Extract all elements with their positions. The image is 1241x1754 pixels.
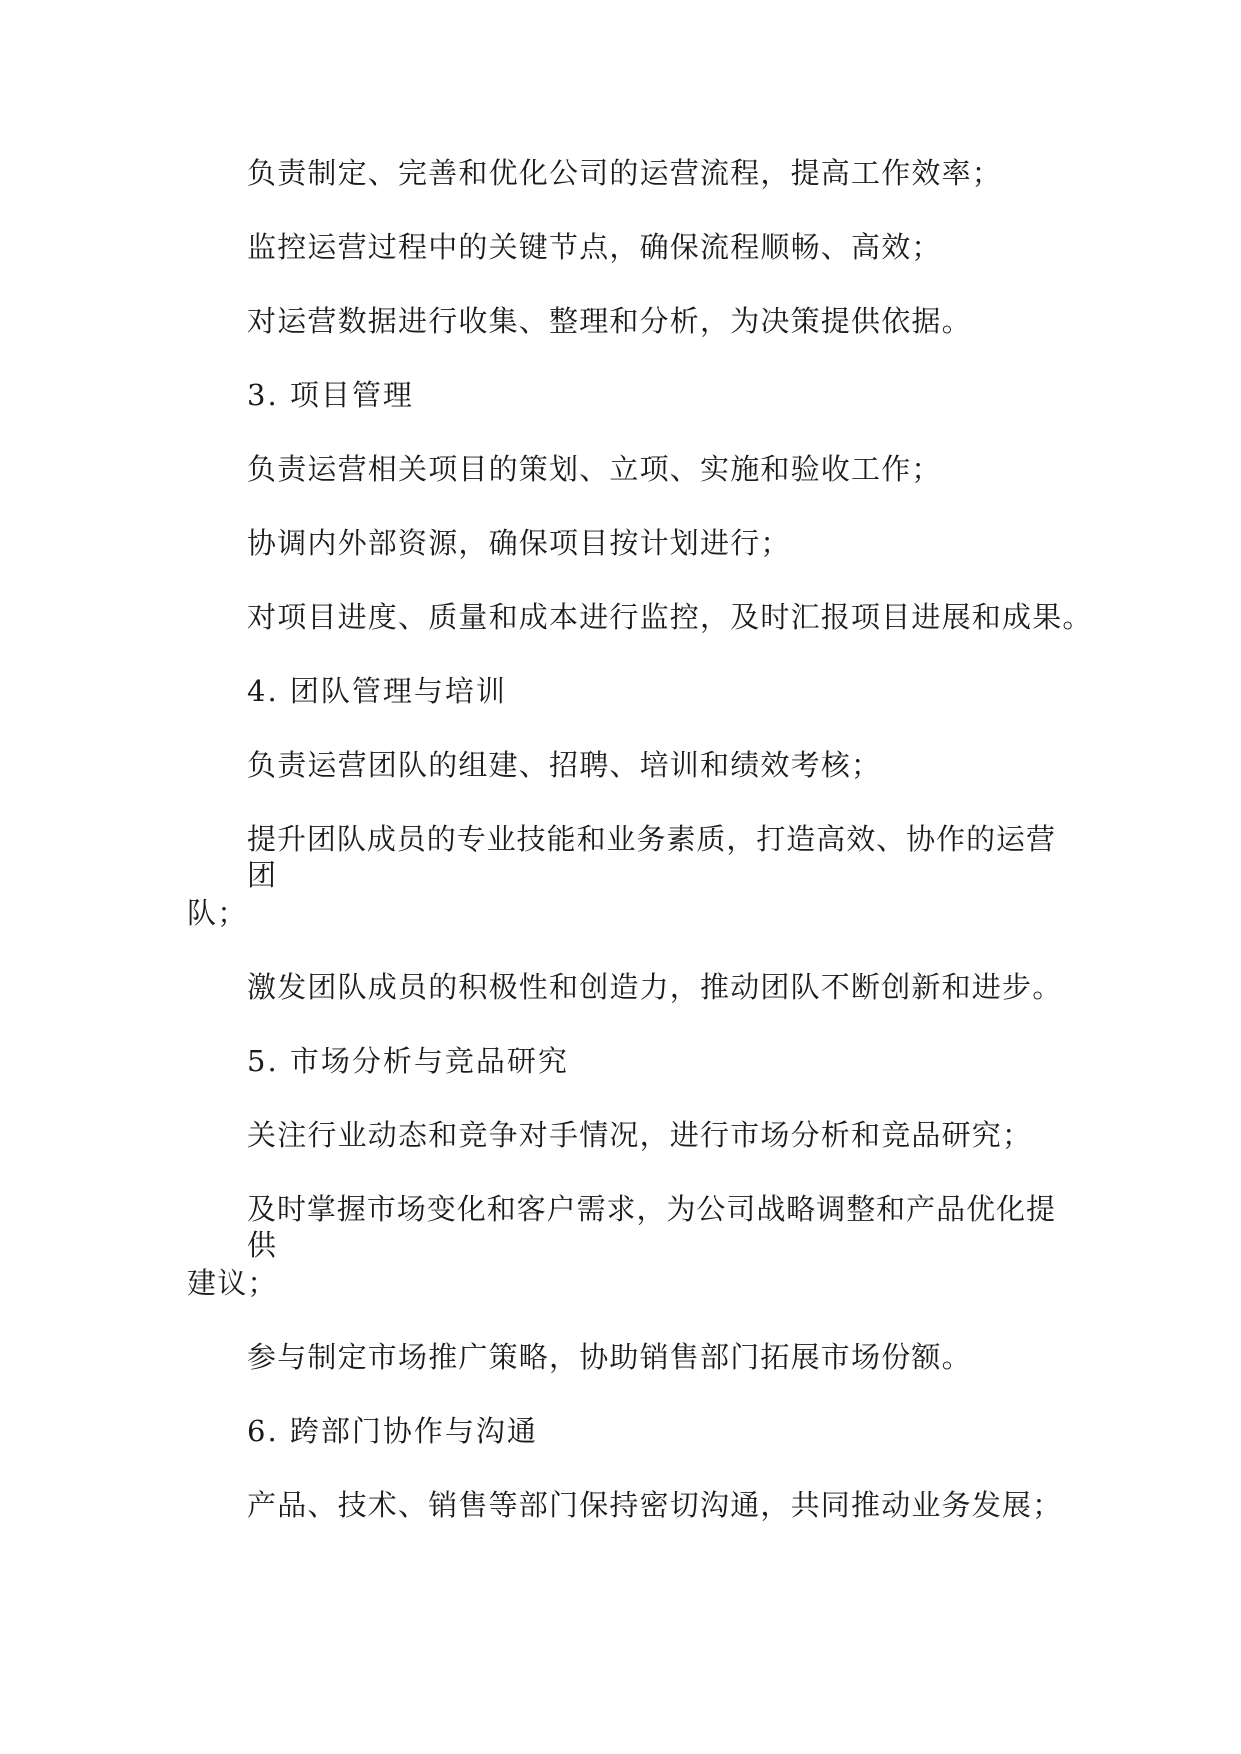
paragraph-line: 及时掌握市场变化和客户需求，为公司战略调整和产品优化提供 (247, 1192, 1055, 1262)
paragraph-line-continuation: 建议； (187, 1266, 278, 1300)
section-heading: 3. 项目管理 (247, 378, 414, 412)
paragraph-line: 产品、技术、销售等部门保持密切沟通，共同推动业务发展； (247, 1488, 1063, 1522)
paragraph-line: 负责运营团队的组建、招聘、培训和绩效考核； (247, 748, 882, 782)
paragraph-line: 对运营数据进行收集、整理和分析，为决策提供依据。 (247, 304, 972, 338)
section-heading: 6. 跨部门协作与沟通 (247, 1414, 538, 1448)
section-heading: 5. 市场分析与竞品研究 (247, 1044, 569, 1078)
paragraph-line: 协调内外部资源，确保项目按计划进行； (247, 526, 791, 560)
paragraph-line: 监控运营过程中的关键节点，确保流程顺畅、高效； (247, 230, 942, 264)
paragraph-line: 参与制定市场推广策略，协助销售部门拓展市场份额。 (247, 1340, 972, 1374)
paragraph-line: 负责制定、完善和优化公司的运营流程，提高工作效率； (247, 156, 1003, 190)
section-heading: 4. 团队管理与培训 (247, 674, 507, 708)
paragraph-line: 激发团队成员的积极性和创造力，推动团队不断创新和进步。 (247, 970, 1063, 1004)
paragraph-line-continuation: 队； (187, 896, 248, 930)
paragraph-line: 对项目进度、质量和成本进行监控，及时汇报项目进展和成果。 (247, 600, 1093, 634)
paragraph-line: 关注行业动态和竞争对手情况，进行市场分析和竞品研究； (247, 1118, 1033, 1152)
paragraph-line: 提升团队成员的专业技能和业务素质，打造高效、协作的运营团 (247, 822, 1055, 892)
paragraph-line: 负责运营相关项目的策划、立项、实施和验收工作； (247, 452, 942, 486)
